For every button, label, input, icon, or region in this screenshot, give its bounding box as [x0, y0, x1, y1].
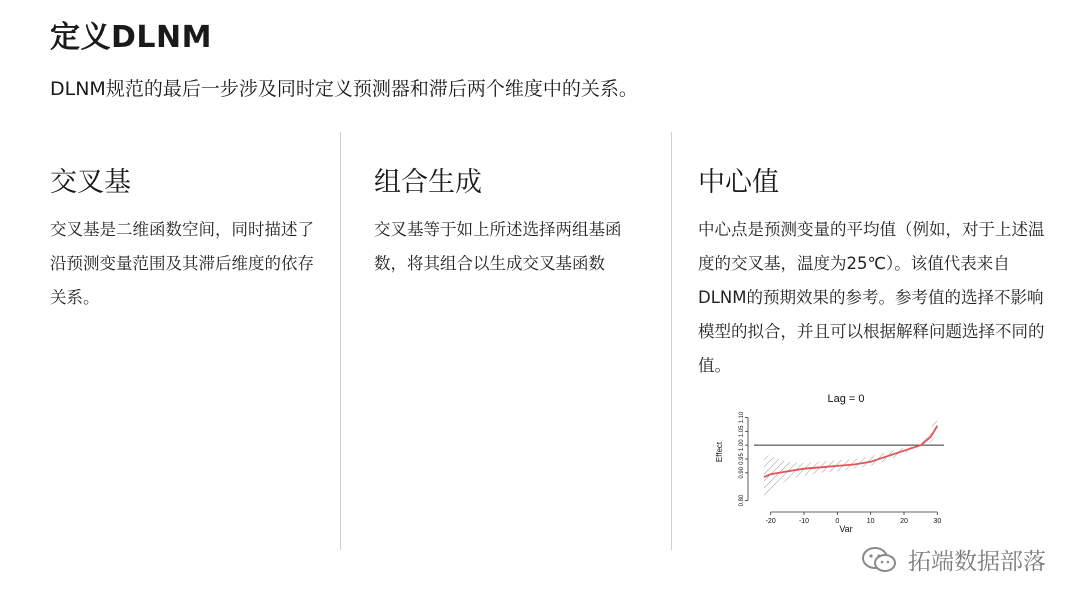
- watermark: [860, 543, 1046, 576]
- x-tick-label: 10: [866, 518, 875, 525]
- lag-effect-chart: [696, 386, 956, 538]
- x-tick-label: 0: [835, 518, 840, 525]
- y-tick-label: 1.05: [739, 425, 745, 438]
- chart-title: Lag = 0: [827, 393, 865, 405]
- y-tick-label: 0.80: [739, 494, 745, 507]
- page-subtitle: DLNM规范的最后一步涉及同时定义预测器和滞后两个维度中的关系。: [50, 78, 638, 100]
- column-heading: 中心值: [698, 167, 779, 198]
- y-tick-label: 1.00: [739, 439, 745, 452]
- x-axis-label: Var: [839, 524, 853, 534]
- column-center-value: [698, 160, 1053, 383]
- column-text: 交叉基等于如上所述选择两组基函数，将其组合以生成交叉基函数: [374, 220, 622, 273]
- column-heading: 组合生成: [374, 167, 482, 198]
- wechat-icon: [860, 545, 900, 575]
- y-axis-label: Effect: [715, 441, 724, 463]
- x-tick-label: 30: [933, 518, 942, 525]
- page-title: 定义DLNM: [50, 20, 212, 55]
- column-divider: [671, 132, 672, 550]
- y-tick-label: 0.90: [739, 466, 745, 479]
- x-tick-label: -20: [765, 518, 776, 525]
- x-tick-label: -10: [798, 518, 810, 525]
- watermark-label: 拓端数据部落: [908, 549, 1046, 575]
- y-tick-label: 1.10: [739, 411, 745, 424]
- column-text: 交叉基是二维函数空间，同时描述了沿预测变量范围及其滞后维度的依存关系。: [50, 220, 314, 307]
- y-tick-label: 0.95: [739, 453, 745, 465]
- column-heading: 交叉基: [50, 167, 131, 198]
- x-tick-label: 20: [900, 518, 908, 525]
- column-cross-basis: [50, 160, 325, 315]
- column-text: 中心点是预测变量的平均值（例如，对于上述温度的交叉基，温度为25℃）。该值代表来自DLNM的预期效果的参考。参考值的选择不影响模型的拟合，并且可以根据解释问题选择不同的值。: [698, 220, 1045, 375]
- column-combination: [374, 160, 649, 281]
- confidence-band: [764, 415, 937, 501]
- column-divider: [340, 132, 341, 550]
